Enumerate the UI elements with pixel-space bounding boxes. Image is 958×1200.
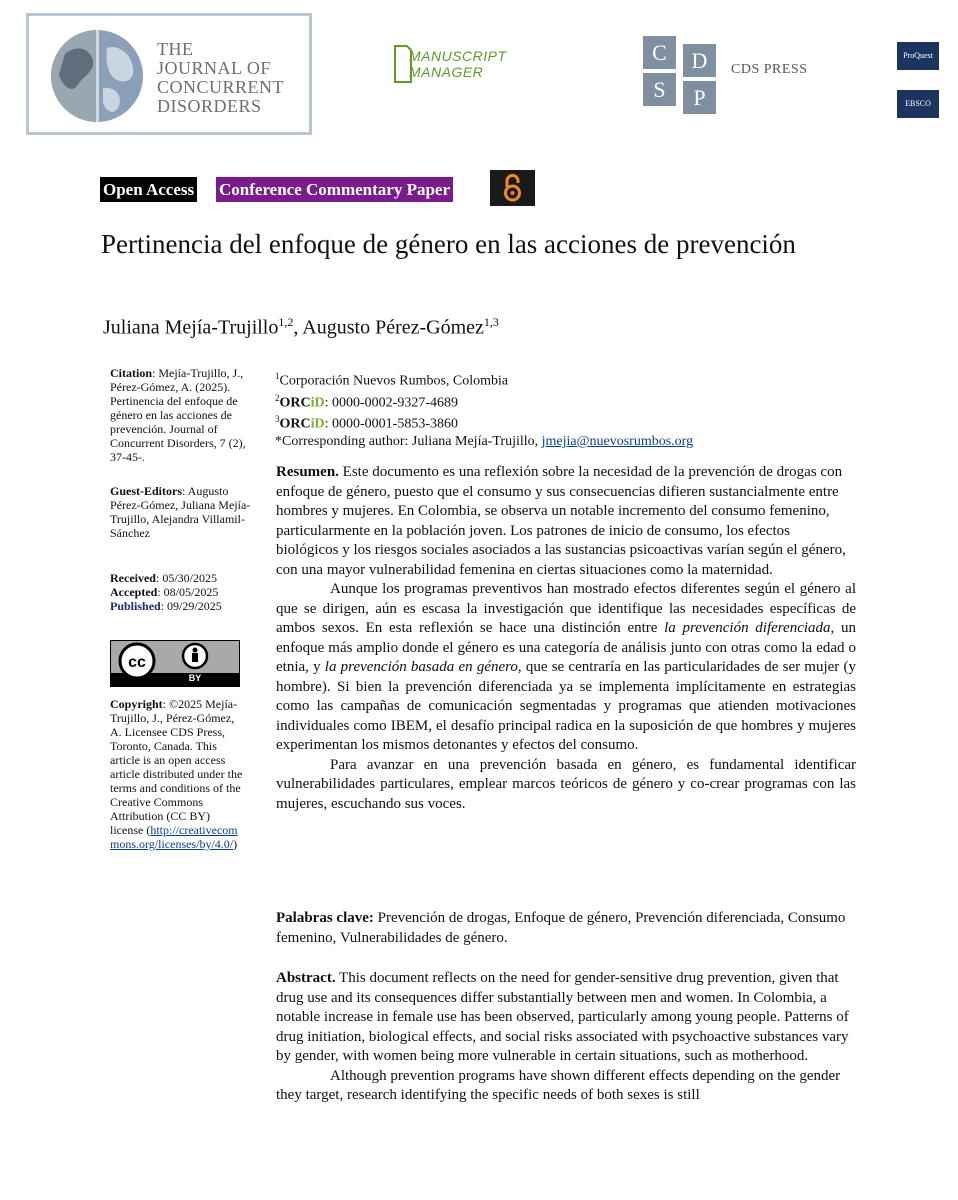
guest-editors-text: : Augusto Pérez-Gómez, Juliana Mejía-Trujillo, Alejandra Villamil-Sánchez: [110, 484, 251, 540]
cc-by-label: BY: [188, 673, 202, 683]
keywords-text: Prevención de drogas, Enfoque de género, Prevención diferenciada, Consumo femenino, Vulnerabilidades de género.: [276, 910, 846, 946]
resumen-text: , que se centraría en las particularidades de ser mujer (y hombre). Si bien la prevención diferenciada ya se implementa implícitamente en estrategias como las campañas de comunicación segmentadas y programas que atienden motivaciones individuales como IBEM, el desafío principal radica en la suposición de que hombres y mujeres experimentan los mismos detonantes y efectos del consumo.: [276, 659, 856, 753]
license-paren: (: [146, 823, 151, 837]
guest-editors-block: [110, 484, 255, 540]
orcid-prefix: ORC: [279, 416, 311, 432]
abstract-section: [276, 969, 856, 1106]
abstract-paragraph: [276, 969, 856, 1067]
resumen-text: Este documento es una reflexión sobre la necesidad de la prevención de drogas con enfoque de género, puesto que el consumo y sus consecuencias difieren sustancialmente entre hombres y mujeres. En Colombia, se observa un notable incremento del consumo femenino, particularmente en la población joven. Los patrones de inicio de consumo, los efectos biológicos y los riesgos sociales asociados a las sustancias psicoactivas varían según el género, con una mayor vulnerabilidad femenina en ciertas situaciones como la maternidad.: [276, 464, 846, 578]
author-name[interactable]: Augusto Pérez-Gómez: [302, 316, 484, 339]
resumen-text: Aunque los programas preventivos han mostrado efectos diferentes según el género al que se dirigen, aún es escasa la investigación que identifique las necesidades específicas de ambos sexos. En esta reflexión se hace una distinción entre: [276, 581, 856, 636]
corresponding-email-link[interactable]: jmejia@nuevosrumbos.org: [541, 433, 694, 449]
cds-press-logo[interactable]: [643, 36, 843, 108]
keywords-label: Palabras clave:: [276, 910, 374, 926]
citation-block: [110, 366, 250, 464]
journal-name-line: THE: [157, 39, 194, 59]
resumen-paragraph: [276, 580, 856, 756]
author-separator: ,: [293, 316, 303, 339]
journal-name-line: DISORDERS: [157, 96, 262, 116]
manuscript-manager-logo[interactable]: [393, 42, 523, 88]
paper-type-tag: Conference Commentary Paper: [216, 177, 453, 202]
license-link[interactable]: http://creativecommons.org/licenses/by/4.0/: [110, 823, 238, 851]
orcid-2[interactable]: : 0000-0001-5853-3860: [324, 416, 459, 432]
ebsco-badge[interactable]: EBSCO: [897, 90, 939, 118]
orcid-suffix: iD: [310, 395, 325, 411]
license-paren: ): [233, 837, 238, 851]
orcid-suffix: iD: [310, 416, 325, 432]
manuscript-manager-text: [409, 48, 507, 80]
copyright-block: [110, 697, 245, 851]
received-date: : 05/30/2025: [155, 571, 217, 585]
open-access-tag: Open Access: [100, 177, 197, 202]
svg-text:cc: cc: [128, 654, 146, 671]
orcid-prefix: ORC: [279, 395, 311, 411]
cds-letter-p: P: [683, 81, 716, 114]
resumen-section: [276, 463, 856, 814]
authors: [103, 315, 499, 340]
affiliation-1: Corporación Nuevos Rumbos, Colombia: [279, 373, 509, 389]
dates-block: [110, 571, 255, 613]
affiliation-sup: 3: [275, 414, 280, 425]
abstract-text: This document reflects on the need for gender-sensitive drug prevention, given that drug use and its consequences differ substantially between men and women. In Colombia, a notable increase in female use has been observed, particularly among young people. Patterns of drug initiation, biological effects, and social risks associated with psychoactive substances vary by gender, with women being more vulnerable in certain situations, such as motherhood.: [276, 970, 849, 1064]
resumen-italic: la prevención basada en género: [324, 659, 518, 675]
globe-icon: [47, 24, 147, 128]
author-name[interactable]: Juliana Mejía-Trujillo: [103, 316, 279, 339]
keywords-section: [276, 909, 856, 948]
creative-commons-icon: [111, 641, 239, 686]
article-title: Pertinencia del enfoque de género en las acciones de prevención: [101, 229, 796, 259]
resumen-paragraph: Para avanzar en una prevención basada en género, es fundamental identificar vulnerabilidades particulares, emplear marcos teóricos de género y co-crear programas con las mujeres, escuchando sus voces.: [276, 756, 856, 812]
cds-letter-c: C: [643, 36, 676, 69]
proquest-badge[interactable]: ProQuest: [897, 42, 939, 70]
copyright-label: Copyright: [110, 697, 163, 711]
accepted-label: Accepted: [110, 585, 158, 599]
citation-label: Citation: [110, 366, 152, 380]
copyright-text: : ©2025 Mejía-Trujillo, J., Pérez-Gómez, A. Licensee CDS Press, Toronto, Canada. This article is an open access article distributed under the terms and conditions of the Creative Commons Attribution (CC BY) license: [110, 697, 243, 837]
journal-name-line: JOURNAL OF: [157, 58, 271, 78]
resumen-paragraph: [276, 463, 856, 580]
cc-by-license-badge[interactable]: [110, 640, 240, 687]
journal-name: [157, 40, 284, 116]
published-label: Published: [110, 599, 161, 613]
affiliation-sup: 1: [275, 371, 280, 381]
resumen-label: Resumen.: [276, 464, 339, 480]
corresponding-author: *Corresponding author: Juliana Mejía-Trujillo,: [275, 433, 542, 449]
cds-press-text: CDS PRESS: [731, 62, 808, 77]
mm-line: MANUSCRIPT: [409, 48, 507, 64]
cds-letter-s: S: [643, 73, 676, 106]
published-date: : 09/29/2025: [160, 599, 222, 613]
resumen-italic: la prevención diferenciada: [664, 620, 831, 636]
affiliation-sup: 2: [275, 392, 280, 403]
abstract-label: Abstract.: [276, 970, 336, 986]
orcid-1[interactable]: : 0000-0002-9327-4689: [324, 395, 459, 411]
orcid-label: [280, 417, 325, 432]
journal-name-line: CONCURRENT: [157, 77, 285, 97]
journal-logo[interactable]: [26, 13, 312, 135]
affiliations: [275, 368, 835, 450]
received-label: Received: [110, 571, 156, 585]
unlock-icon: [490, 170, 535, 206]
open-access-icon: [490, 170, 535, 206]
author-affiliation-sup: 1,2: [278, 315, 294, 329]
author-affiliation-sup: 1,3: [483, 315, 499, 329]
accepted-date: : 08/05/2025: [157, 585, 219, 599]
cds-letter-d: D: [683, 44, 716, 77]
citation-text: : Mejía-Trujillo, J., Pérez-Gómez, A. (2025). Pertinencia del enfoque de género en las acciones de prevención. Journal of Concurrent Disorders, 7 (2), 37-45-.: [110, 366, 246, 464]
guest-editors-label: Guest-Editors: [110, 484, 182, 498]
abstract-paragraph: Although prevention programs have shown different effects depending on the gender they target, research identifying the specific needs of both sexes is still: [276, 1067, 841, 1103]
orcid-label: [280, 395, 325, 410]
mm-line: MANAGER: [409, 64, 484, 80]
resumen-text: , un enfoque más amplio donde el género es una categoría de análisis junto con otras como la edad o etnia, y: [276, 620, 856, 675]
